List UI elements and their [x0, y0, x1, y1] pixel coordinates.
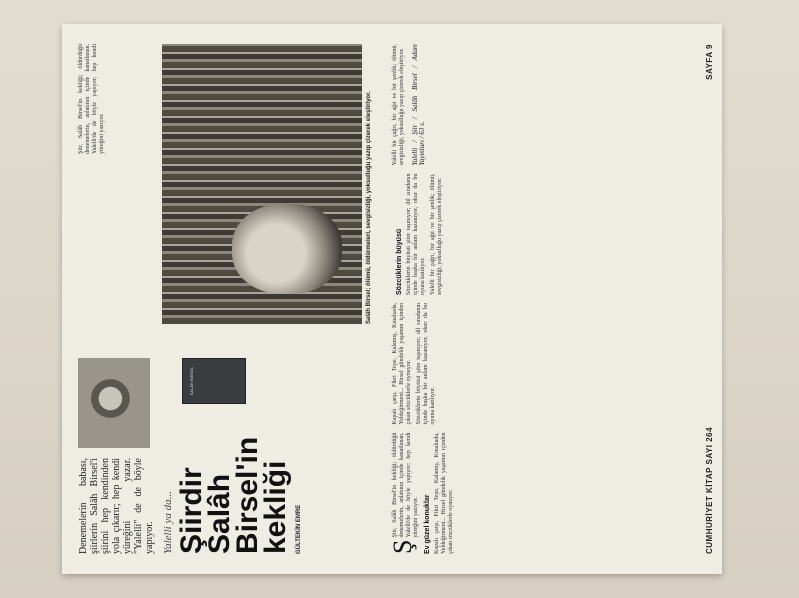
book-cover-title: SALÂH BİRSEL: [189, 366, 194, 396]
kicker: Yalelli ya da...: [162, 491, 174, 554]
footer-right: SAYFA 9: [705, 44, 714, 80]
body-paragraph: Kapalı çarşı, Fikri Tepe, Kalamış, Kınalıada, Yeldeğirmeni... Birsel gündelik yaşamın içinden çıkan sözcüklerle oynuyor.: [392, 303, 412, 425]
drop-cap: Ş: [388, 539, 417, 554]
body-column: [388, 432, 692, 555]
headline-line: Şiirdir: [175, 467, 208, 554]
byline: GÜLTEKİN EMRE: [296, 504, 302, 554]
top-band: [78, 44, 154, 554]
headline: [175, 414, 292, 554]
footer-left: CUMHURİYET KİTAP SAYI 264: [705, 426, 714, 554]
body-column: [392, 303, 692, 425]
book-signature: Yalelli / Şiir / Salâh Birsel / Adam Yayınları / 63 s.: [411, 44, 426, 166]
body-paragraph: Sözcüklerin büyüsü şiire taşınıyor; dil sıradanın içinde başka bir anlam kazanıyor, okur da bu oyuna katılıyor.: [416, 303, 436, 425]
subhead: Sözcüklerin büyüsü: [396, 228, 403, 295]
body-paragraph: Kapalı çarşı, Fikri Tepe, Kalamış, Kınalıada, Yeldeğirmeni... Birsel gündelik yaşamın içinden çıkan sözcüklerle oynuyor.: [434, 432, 454, 554]
photo-caption: Salâh Birsel; ölümü, öldürmeleri, sevgisizliği, yoksulluğu yazıp çizerek eleştiriyor.: [366, 91, 372, 324]
headline-line: kekliği: [259, 460, 292, 554]
deck-text: Denemelerin babası, şiirlerin Salâh Birsel'i şiirini hep kendinden yola çıkarır; hep kendi yüreğini yazar. "Yalelli" de de böyle yapıyor.: [78, 458, 155, 554]
portrait-image: [78, 358, 150, 448]
headline-line: Salâh: [203, 473, 236, 554]
author-photo: [78, 164, 154, 448]
body-paragraph: Şiir, Salâh Birsel'in kekliği; öldürdüğü denemelerin, anlatının içinde kanatlanan. Yalelli'de de böyle yapıyor; hep kendi yüreğini yazıyor.: [78, 44, 105, 154]
headline-block: [162, 414, 302, 554]
rotated-page-content: [62, 24, 722, 574]
body-paragraph: Ş Şiir, Salâh Birsel'in kekliği; öldürdüğü denemelerin, anlatının içinde kanatlanan. Yalelli'de de böyle yapıyor; hep kendi yüreğini yazıyor.: [388, 432, 419, 554]
main-photo: [162, 44, 362, 324]
poet-face: [232, 204, 342, 294]
subhead: Ev güzel konuklar: [424, 494, 431, 554]
body-paragraph: Yalelli bir çağrı, bir ağıt ve bir şenlik; ölümü, sevgisizliği, yoksulluğu yazıp çizerek eleştiriyor.: [392, 44, 405, 166]
body-paragraph: Yalelli bir çağrı, bir ağıt ve bir şenlik; ölümü, sevgisizliği, yoksulluğu yazıp çizerek eleştiriyor.: [430, 173, 443, 295]
page-footer: [705, 44, 714, 554]
headline-line: Birsel'in: [231, 436, 264, 554]
body-column: [392, 44, 692, 166]
body-paragraph: Sözcüklerin büyüsü şiire taşınıyor; dil sıradanın içinde başka bir anlam kazanıyor, okur da bu oyuna katılıyor.: [406, 173, 426, 295]
book-cover: [182, 358, 246, 404]
article-body: [388, 44, 692, 554]
newspaper-page: [62, 24, 722, 574]
body-column: [392, 174, 692, 296]
top-right-column: [78, 44, 154, 154]
